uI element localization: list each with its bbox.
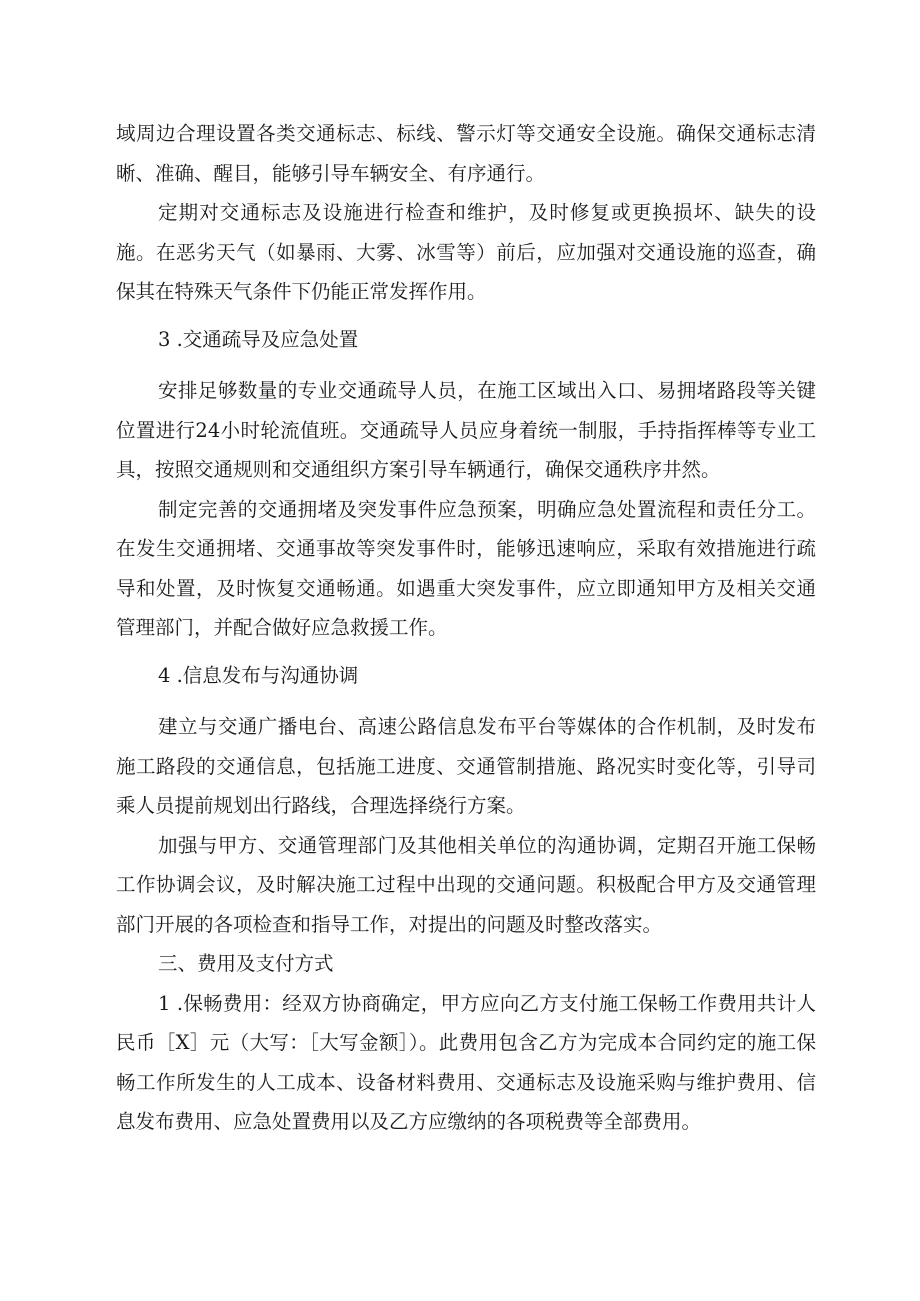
paragraph-emergency-plan: 制定完善的交通拥堵及突发事件应急预案，明确应急处置流程和责任分工。在发生交通拥堵、交通事故等突发事件时，能够迅速响应，采取有效措施进行疏导和处置，及时恢复交通畅通。如遇重大突发事件，应立即通知甲方及相关交通管理部门，并配合做好应急救援工作。 xyxy=(116,497,816,639)
document-body xyxy=(116,114,816,1142)
paragraph-media-cooperation: 建立与交通广播电台、高速公路信息发布平台等媒体的合作机制，及时发布施工路段的交通信息，包括施工进度、交通管制措施、路况实时变化等，引导司乘人员提前规划出行路线，合理选择绕行方案。 xyxy=(116,715,816,817)
paragraph-coordination: 加强与甲方、交通管理部门及其他相关单位的沟通协调，定期召开施工保畅工作协调会议，及时解决施工过程中出现的交通问题。积极配合甲方及交通管理部门开展的各项检查和指导工作，对提出的问题及时整改落实。 xyxy=(116,833,816,936)
heading-information-release: 4 .信息发布与沟通协调 xyxy=(158,663,359,687)
heading-fees-payment: 三、费用及支付方式 xyxy=(158,952,334,975)
paragraph-traffic-signs: 域周边合理设置各类交通标志、标线、警示灯等交通安全设施。确保交通标志清晰、准确、醒目，能够引导车辆安全、有序通行。 xyxy=(116,122,816,185)
heading-traffic-guidance: 3 .交通疏导及应急处置 xyxy=(158,327,359,351)
paragraph-guidance-staff: 安排足够数量的专业交通疏导人员，在施工区域出入口、易拥堵路段等关键位置进行24小时轮流值班。交通疏导人员应身着统一制服，手持指挥棒等专业工具，按照交通规则和交通组织方案引导车辆通行，确保交通秩序井然。 xyxy=(116,379,816,481)
paragraph-fees: 1 .保畅费用：经双方协商确定，甲方应向乙方支付施工保畅工作费用共计人民币［X］元（大写：［大写金额］）。此费用包含乙方为完成本合同约定的施工保畅工作所发生的人工成本、设备材料费用、交通标志及设施采购与维护费用、信息发布费用、应急处置费用以及乙方应缴纳的各项税费等全部费用。 xyxy=(116,991,816,1133)
paragraph-facility-maintenance: 定期对交通标志及设施进行检查和维护，及时修复或更换损坏、缺失的设施。在恶劣天气（如暴雨、大雾、冰雪等）前后，应加强对交通设施的巡查，确保其在特殊天气条件下仍能正常发挥作用。 xyxy=(116,201,816,303)
